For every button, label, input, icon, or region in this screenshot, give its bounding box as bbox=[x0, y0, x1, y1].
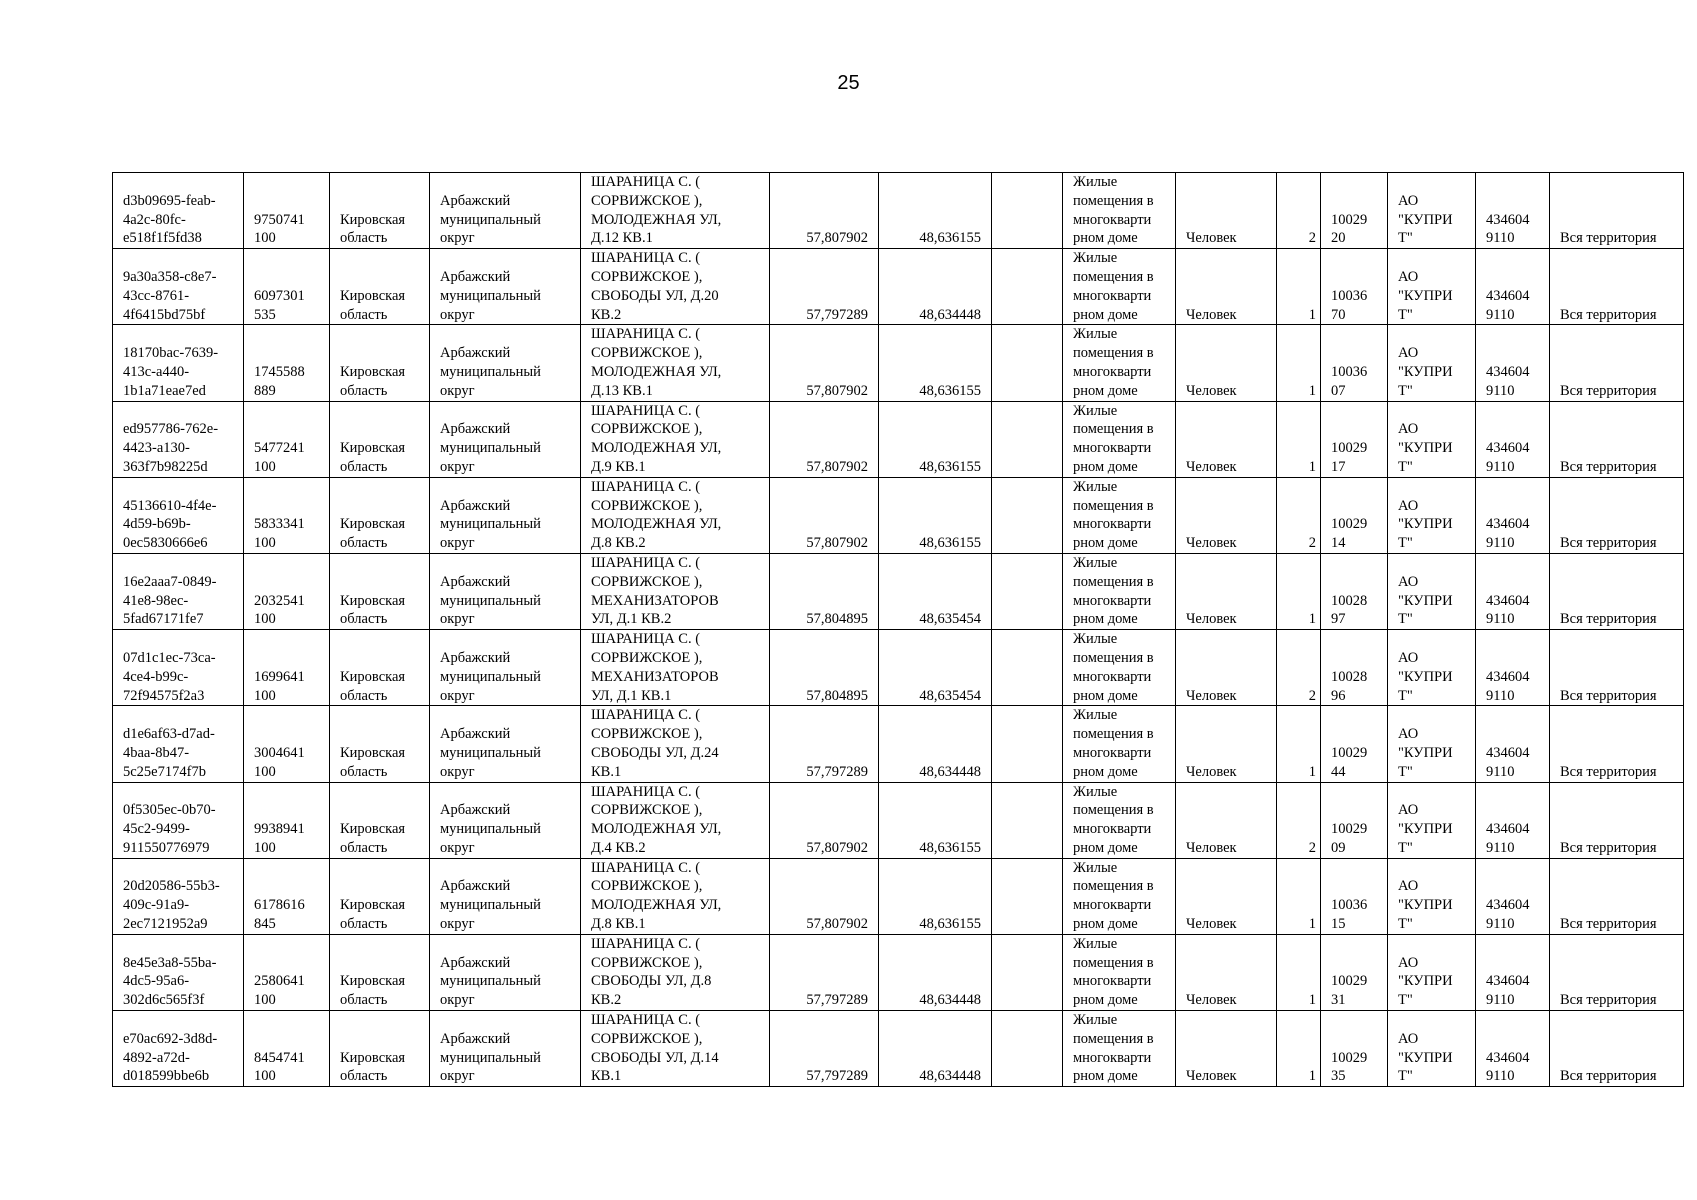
cell-object-id: e70ac692-3d8d- 4892-a72d- d018599bbe6b bbox=[113, 1011, 244, 1087]
cell-unit: Человек bbox=[1176, 1011, 1277, 1087]
cell-longitude: 48,636155 bbox=[879, 173, 992, 249]
cell-empty bbox=[992, 782, 1063, 858]
cell-count: 2 bbox=[1277, 782, 1321, 858]
cell-inn: 434604 9110 bbox=[1476, 858, 1550, 934]
cell-region: Кировская область bbox=[330, 173, 430, 249]
cell-count: 2 bbox=[1277, 630, 1321, 706]
table-row bbox=[113, 934, 1684, 1010]
cell-territory: Вся территория bbox=[1550, 325, 1684, 401]
cell-code: 10029 44 bbox=[1321, 706, 1388, 782]
cell-district: Арбажский муниципальный округ bbox=[430, 630, 581, 706]
cell-territory: Вся территория bbox=[1550, 934, 1684, 1010]
cell-territory: Вся территория bbox=[1550, 401, 1684, 477]
cell-latitude: 57,807902 bbox=[770, 173, 879, 249]
cell-code: 10036 70 bbox=[1321, 249, 1388, 325]
cell-account-number: 2580641 100 bbox=[244, 934, 330, 1010]
cell-latitude: 57,807902 bbox=[770, 477, 879, 553]
cell-code: 10029 35 bbox=[1321, 1011, 1388, 1087]
cell-empty bbox=[992, 553, 1063, 629]
cell-district: Арбажский муниципальный округ bbox=[430, 858, 581, 934]
cell-district: Арбажский муниципальный округ bbox=[430, 325, 581, 401]
cell-unit: Человек bbox=[1176, 477, 1277, 553]
cell-latitude: 57,807902 bbox=[770, 401, 879, 477]
cell-account-number: 8454741 100 bbox=[244, 1011, 330, 1087]
cell-count: 1 bbox=[1277, 249, 1321, 325]
cell-address: ШАРАНИЦА С. ( СОРВИЖСКОЕ ), МЕХАНИЗАТОРОВ УЛ, Д.1 КВ.2 bbox=[581, 553, 770, 629]
table-row bbox=[113, 1011, 1684, 1087]
cell-account-number: 2032541 100 bbox=[244, 553, 330, 629]
cell-unit: Человек bbox=[1176, 858, 1277, 934]
registry-table-body bbox=[113, 173, 1684, 1087]
cell-organization: АО "КУПРИ Т" bbox=[1388, 858, 1476, 934]
cell-premises-type: Жилые помещения в многокварти рном доме bbox=[1063, 173, 1176, 249]
cell-premises-type: Жилые помещения в многокварти рном доме bbox=[1063, 934, 1176, 1010]
cell-address: ШАРАНИЦА С. ( СОРВИЖСКОЕ ), СВОБОДЫ УЛ, Д.8 КВ.2 bbox=[581, 934, 770, 1010]
cell-inn: 434604 9110 bbox=[1476, 173, 1550, 249]
cell-account-number: 9750741 100 bbox=[244, 173, 330, 249]
table-row bbox=[113, 706, 1684, 782]
cell-object-id: 07d1c1ec-73ca- 4ce4-b99c- 72f94575f2a3 bbox=[113, 630, 244, 706]
cell-region: Кировская область bbox=[330, 782, 430, 858]
cell-inn: 434604 9110 bbox=[1476, 706, 1550, 782]
cell-longitude: 48,634448 bbox=[879, 706, 992, 782]
cell-premises-type: Жилые помещения в многокварти рном доме bbox=[1063, 249, 1176, 325]
cell-region: Кировская область bbox=[330, 1011, 430, 1087]
cell-organization: АО "КУПРИ Т" bbox=[1388, 706, 1476, 782]
cell-address: ШАРАНИЦА С. ( СОРВИЖСКОЕ ), МОЛОДЕЖНАЯ УЛ, Д.4 КВ.2 bbox=[581, 782, 770, 858]
page-number: 25 bbox=[837, 72, 860, 94]
cell-territory: Вся территория bbox=[1550, 173, 1684, 249]
table-row bbox=[113, 325, 1684, 401]
table-row bbox=[113, 553, 1684, 629]
table-row bbox=[113, 630, 1684, 706]
cell-empty bbox=[992, 858, 1063, 934]
cell-object-id: d1e6af63-d7ad- 4baa-8b47- 5c25e7174f7b bbox=[113, 706, 244, 782]
cell-premises-type: Жилые помещения в многокварти рном доме bbox=[1063, 553, 1176, 629]
cell-count: 1 bbox=[1277, 553, 1321, 629]
cell-premises-type: Жилые помещения в многокварти рном доме bbox=[1063, 401, 1176, 477]
cell-empty bbox=[992, 477, 1063, 553]
registry-table bbox=[112, 172, 1684, 1087]
cell-inn: 434604 9110 bbox=[1476, 401, 1550, 477]
cell-territory: Вся территория bbox=[1550, 630, 1684, 706]
cell-premises-type: Жилые помещения в многокварти рном доме bbox=[1063, 477, 1176, 553]
cell-territory: Вся территория bbox=[1550, 858, 1684, 934]
cell-object-id: d3b09695-feab- 4a2c-80fc- e518f1f5fd38 bbox=[113, 173, 244, 249]
cell-region: Кировская область bbox=[330, 477, 430, 553]
cell-address: ШАРАНИЦА С. ( СОРВИЖСКОЕ ), МОЛОДЕЖНАЯ УЛ, Д.9 КВ.1 bbox=[581, 401, 770, 477]
cell-district: Арбажский муниципальный округ bbox=[430, 782, 581, 858]
cell-count: 1 bbox=[1277, 325, 1321, 401]
cell-object-id: 45136610-4f4e- 4d59-b69b- 0ec5830666e6 bbox=[113, 477, 244, 553]
cell-organization: АО "КУПРИ Т" bbox=[1388, 249, 1476, 325]
cell-code: 10036 15 bbox=[1321, 858, 1388, 934]
table-row bbox=[113, 782, 1684, 858]
cell-premises-type: Жилые помещения в многокварти рном доме bbox=[1063, 1011, 1176, 1087]
cell-region: Кировская область bbox=[330, 401, 430, 477]
cell-address: ШАРАНИЦА С. ( СОРВИЖСКОЕ ), СВОБОДЫ УЛ, Д.24 КВ.1 bbox=[581, 706, 770, 782]
cell-account-number: 6178616 845 bbox=[244, 858, 330, 934]
cell-premises-type: Жилые помещения в многокварти рном доме bbox=[1063, 858, 1176, 934]
cell-premises-type: Жилые помещения в многокварти рном доме bbox=[1063, 630, 1176, 706]
cell-longitude: 48,635454 bbox=[879, 630, 992, 706]
cell-account-number: 1699641 100 bbox=[244, 630, 330, 706]
cell-longitude: 48,636155 bbox=[879, 325, 992, 401]
cell-account-number: 9938941 100 bbox=[244, 782, 330, 858]
cell-organization: АО "КУПРИ Т" bbox=[1388, 934, 1476, 1010]
cell-code: 10029 14 bbox=[1321, 477, 1388, 553]
cell-count: 2 bbox=[1277, 477, 1321, 553]
cell-territory: Вся территория bbox=[1550, 249, 1684, 325]
cell-inn: 434604 9110 bbox=[1476, 934, 1550, 1010]
cell-territory: Вся территория bbox=[1550, 782, 1684, 858]
cell-latitude: 57,807902 bbox=[770, 782, 879, 858]
cell-empty bbox=[992, 249, 1063, 325]
cell-empty bbox=[992, 173, 1063, 249]
cell-address: ШАРАНИЦА С. ( СОРВИЖСКОЕ ), МОЛОДЕЖНАЯ УЛ, Д.8 КВ.1 bbox=[581, 858, 770, 934]
cell-empty bbox=[992, 325, 1063, 401]
cell-premises-type: Жилые помещения в многокварти рном доме bbox=[1063, 782, 1176, 858]
table-row bbox=[113, 477, 1684, 553]
cell-territory: Вся территория bbox=[1550, 1011, 1684, 1087]
cell-inn: 434604 9110 bbox=[1476, 630, 1550, 706]
cell-unit: Человек bbox=[1176, 249, 1277, 325]
cell-district: Арбажский муниципальный округ bbox=[430, 1011, 581, 1087]
cell-object-id: 18170bac-7639- 413c-a440- 1b1a71eae7ed bbox=[113, 325, 244, 401]
cell-inn: 434604 9110 bbox=[1476, 249, 1550, 325]
cell-unit: Человек bbox=[1176, 782, 1277, 858]
table-row bbox=[113, 858, 1684, 934]
cell-region: Кировская область bbox=[330, 858, 430, 934]
cell-object-id: 9a30a358-c8e7- 43cc-8761- 4f6415bd75bf bbox=[113, 249, 244, 325]
cell-district: Арбажский муниципальный округ bbox=[430, 706, 581, 782]
cell-code: 10028 97 bbox=[1321, 553, 1388, 629]
cell-organization: АО "КУПРИ Т" bbox=[1388, 1011, 1476, 1087]
cell-organization: АО "КУПРИ Т" bbox=[1388, 630, 1476, 706]
cell-organization: АО "КУПРИ Т" bbox=[1388, 325, 1476, 401]
cell-latitude: 57,804895 bbox=[770, 630, 879, 706]
cell-object-id: 16e2aaa7-0849- 41e8-98ec- 5fad67171fe7 bbox=[113, 553, 244, 629]
cell-address: ШАРАНИЦА С. ( СОРВИЖСКОЕ ), СВОБОДЫ УЛ, Д.20 КВ.2 bbox=[581, 249, 770, 325]
cell-district: Арбажский муниципальный округ bbox=[430, 477, 581, 553]
cell-unit: Человек bbox=[1176, 706, 1277, 782]
cell-organization: АО "КУПРИ Т" bbox=[1388, 477, 1476, 553]
cell-unit: Человек bbox=[1176, 630, 1277, 706]
cell-premises-type: Жилые помещения в многокварти рном доме bbox=[1063, 325, 1176, 401]
cell-latitude: 57,797289 bbox=[770, 1011, 879, 1087]
cell-organization: АО "КУПРИ Т" bbox=[1388, 173, 1476, 249]
cell-code: 10036 07 bbox=[1321, 325, 1388, 401]
cell-organization: АО "КУПРИ Т" bbox=[1388, 782, 1476, 858]
cell-unit: Человек bbox=[1176, 401, 1277, 477]
cell-territory: Вся территория bbox=[1550, 553, 1684, 629]
cell-count: 2 bbox=[1277, 173, 1321, 249]
cell-object-id: 20d20586-55b3- 409c-91a9- 2ec7121952a9 bbox=[113, 858, 244, 934]
cell-region: Кировская область bbox=[330, 630, 430, 706]
cell-object-id: ed957786-762e- 4423-a130- 363f7b98225d bbox=[113, 401, 244, 477]
cell-district: Арбажский муниципальный округ bbox=[430, 173, 581, 249]
cell-address: ШАРАНИЦА С. ( СОРВИЖСКОЕ ), МОЛОДЕЖНАЯ УЛ, Д.12 КВ.1 bbox=[581, 173, 770, 249]
cell-inn: 434604 9110 bbox=[1476, 1011, 1550, 1087]
cell-address: ШАРАНИЦА С. ( СОРВИЖСКОЕ ), МЕХАНИЗАТОРОВ УЛ, Д.1 КВ.1 bbox=[581, 630, 770, 706]
cell-inn: 434604 9110 bbox=[1476, 782, 1550, 858]
cell-longitude: 48,635454 bbox=[879, 553, 992, 629]
cell-unit: Человек bbox=[1176, 553, 1277, 629]
cell-district: Арбажский муниципальный округ bbox=[430, 249, 581, 325]
cell-address: ШАРАНИЦА С. ( СОРВИЖСКОЕ ), МОЛОДЕЖНАЯ УЛ, Д.8 КВ.2 bbox=[581, 477, 770, 553]
cell-object-id: 8e45e3a8-55ba- 4dc5-95a6- 302d6c565f3f bbox=[113, 934, 244, 1010]
cell-empty bbox=[992, 934, 1063, 1010]
cell-region: Кировская область bbox=[330, 706, 430, 782]
cell-unit: Человек bbox=[1176, 934, 1277, 1010]
cell-address: ШАРАНИЦА С. ( СОРВИЖСКОЕ ), СВОБОДЫ УЛ, Д.14 КВ.1 bbox=[581, 1011, 770, 1087]
cell-organization: АО "КУПРИ Т" bbox=[1388, 553, 1476, 629]
cell-latitude: 57,807902 bbox=[770, 325, 879, 401]
cell-empty bbox=[992, 630, 1063, 706]
cell-longitude: 48,634448 bbox=[879, 249, 992, 325]
cell-territory: Вся территория bbox=[1550, 706, 1684, 782]
cell-inn: 434604 9110 bbox=[1476, 553, 1550, 629]
cell-longitude: 48,634448 bbox=[879, 1011, 992, 1087]
cell-latitude: 57,797289 bbox=[770, 934, 879, 1010]
cell-inn: 434604 9110 bbox=[1476, 325, 1550, 401]
cell-district: Арбажский муниципальный округ bbox=[430, 934, 581, 1010]
cell-empty bbox=[992, 1011, 1063, 1087]
cell-address: ШАРАНИЦА С. ( СОРВИЖСКОЕ ), МОЛОДЕЖНАЯ УЛ, Д.13 КВ.1 bbox=[581, 325, 770, 401]
cell-longitude: 48,636155 bbox=[879, 477, 992, 553]
cell-latitude: 57,797289 bbox=[770, 249, 879, 325]
cell-latitude: 57,804895 bbox=[770, 553, 879, 629]
cell-account-number: 6097301 535 bbox=[244, 249, 330, 325]
cell-district: Арбажский муниципальный округ bbox=[430, 401, 581, 477]
cell-region: Кировская область bbox=[330, 325, 430, 401]
cell-premises-type: Жилые помещения в многокварти рном доме bbox=[1063, 706, 1176, 782]
cell-count: 1 bbox=[1277, 401, 1321, 477]
table-row bbox=[113, 249, 1684, 325]
cell-unit: Человек bbox=[1176, 173, 1277, 249]
cell-region: Кировская область bbox=[330, 249, 430, 325]
table-row bbox=[113, 401, 1684, 477]
cell-code: 10029 31 bbox=[1321, 934, 1388, 1010]
table-row bbox=[113, 173, 1684, 249]
cell-latitude: 57,797289 bbox=[770, 706, 879, 782]
cell-longitude: 48,634448 bbox=[879, 934, 992, 1010]
cell-longitude: 48,636155 bbox=[879, 858, 992, 934]
cell-empty bbox=[992, 706, 1063, 782]
cell-code: 10029 17 bbox=[1321, 401, 1388, 477]
cell-unit: Человек bbox=[1176, 325, 1277, 401]
cell-account-number: 3004641 100 bbox=[244, 706, 330, 782]
cell-count: 1 bbox=[1277, 706, 1321, 782]
cell-latitude: 57,807902 bbox=[770, 858, 879, 934]
cell-account-number: 5833341 100 bbox=[244, 477, 330, 553]
cell-code: 10028 96 bbox=[1321, 630, 1388, 706]
cell-longitude: 48,636155 bbox=[879, 401, 992, 477]
cell-object-id: 0f5305ec-0b70- 45c2-9499- 911550776979 bbox=[113, 782, 244, 858]
cell-account-number: 1745588 889 bbox=[244, 325, 330, 401]
cell-district: Арбажский муниципальный округ bbox=[430, 553, 581, 629]
cell-territory: Вся территория bbox=[1550, 477, 1684, 553]
cell-longitude: 48,636155 bbox=[879, 782, 992, 858]
cell-region: Кировская область bbox=[330, 553, 430, 629]
cell-count: 1 bbox=[1277, 1011, 1321, 1087]
cell-region: Кировская область bbox=[330, 934, 430, 1010]
cell-count: 1 bbox=[1277, 858, 1321, 934]
cell-inn: 434604 9110 bbox=[1476, 477, 1550, 553]
cell-count: 1 bbox=[1277, 934, 1321, 1010]
cell-account-number: 5477241 100 bbox=[244, 401, 330, 477]
cell-empty bbox=[992, 401, 1063, 477]
cell-organization: АО "КУПРИ Т" bbox=[1388, 401, 1476, 477]
cell-code: 10029 20 bbox=[1321, 173, 1388, 249]
cell-code: 10029 09 bbox=[1321, 782, 1388, 858]
